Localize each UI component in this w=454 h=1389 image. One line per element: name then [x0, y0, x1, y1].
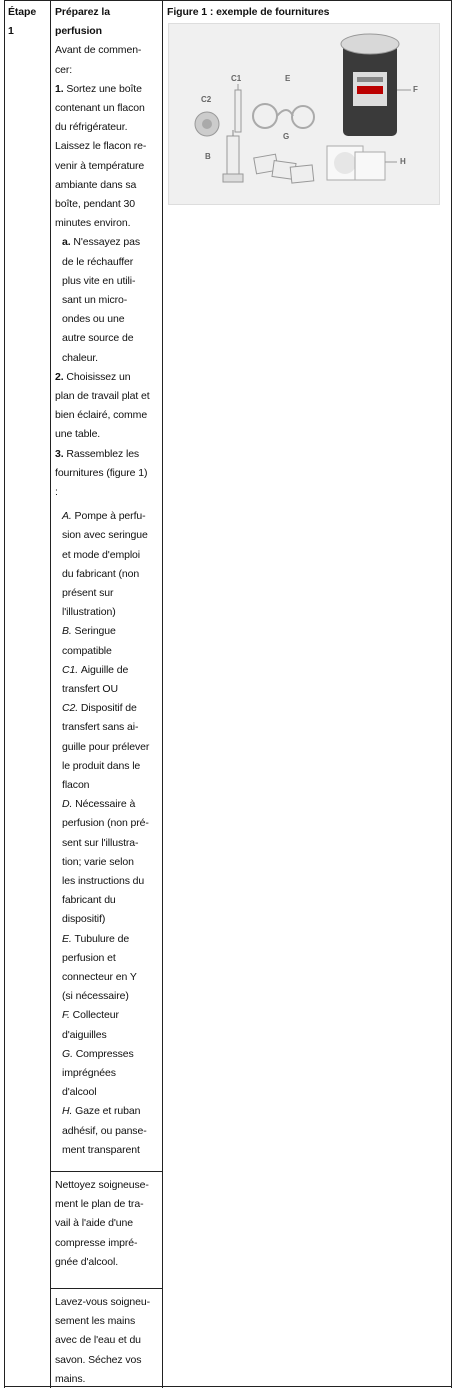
sharps-collector-image: [341, 34, 411, 136]
instruction-3: 3. Rassemblez les: [55, 447, 140, 460]
instruction-1: minutes environ.: [55, 217, 131, 230]
supply-item: G. Compresses: [62, 1047, 134, 1060]
supply-key: H.: [62, 1105, 76, 1118]
supplies-illustration: [169, 24, 439, 204]
row-divider-2: [50, 1288, 163, 1289]
supply-item: E. Tubulure de: [62, 932, 130, 945]
wash-instruction: savon. Séchez vos: [55, 1353, 142, 1366]
table-border-right: [451, 0, 452, 1388]
supply-item: les instructions du: [62, 875, 145, 887]
instruction-1: ambiante dans sa: [55, 178, 137, 191]
syringe-image: [223, 130, 243, 182]
supply-key: D.: [62, 798, 76, 811]
supply-key: F.: [62, 1009, 73, 1022]
supply-item: d'alcool: [62, 1086, 97, 1099]
instruction-1a: chaleur.: [62, 351, 98, 364]
clean-instruction: compresse impré-: [55, 1236, 138, 1249]
supply-key: G.: [62, 1047, 76, 1060]
instruction-1: venir à température: [55, 159, 145, 172]
instruction-1a: ondes ou une: [62, 313, 125, 326]
transfer-needle-image: [235, 84, 241, 132]
supply-item: C1. Aiguille de: [62, 663, 129, 676]
instruction-1: Laissez le flacon re-: [55, 140, 147, 153]
supply-key: E.: [62, 932, 75, 945]
supply-item: B. Seringue: [62, 625, 116, 638]
supply-key: B.: [62, 625, 75, 638]
item-marker: 1.: [55, 82, 67, 95]
col-divider-2: [162, 0, 163, 1388]
supply-item: transfert sans ai-: [62, 721, 139, 734]
clean-instruction: gnée d'alcool.: [55, 1255, 119, 1268]
instruction-1a: a. N'essayez pas: [62, 236, 141, 249]
instruction-3: :: [55, 486, 58, 498]
figure-label-f: F: [413, 85, 418, 94]
figure-label-c1: C1: [231, 74, 242, 83]
supply-item: sion avec seringue: [62, 529, 148, 542]
gauze-dressing-image: [327, 146, 397, 180]
supply-item: guille pour prélever: [62, 740, 150, 753]
section-title: Préparez la: [55, 6, 110, 18]
supply-item: flacon: [62, 779, 90, 791]
figure-label-g: G: [283, 132, 290, 141]
supply-item: sent sur l'illustra-: [62, 836, 139, 849]
figure-label-h: H: [400, 157, 406, 166]
table-border-top: [4, 0, 452, 1]
supply-item: perfusion (non pré-: [62, 817, 149, 830]
supply-item: F. Collecteur: [62, 1009, 119, 1022]
instruction-3: fournitures (figure 1): [55, 466, 148, 479]
instruction-1a: plus vite en utili-: [62, 274, 136, 287]
supply-item: compatible: [62, 644, 112, 657]
instruction-1: 1. Sortez une boîte: [55, 82, 142, 95]
instruction-1a: de le réchauffer: [62, 255, 134, 268]
supply-item: le produit dans le: [62, 759, 141, 772]
instruction-1: boîte, pendant 30: [55, 198, 136, 210]
figure-title: Figure 1 : exemple de fournitures: [167, 6, 330, 18]
intro-text: Avant de commen-: [55, 44, 142, 57]
supply-item: et mode d'emploi: [62, 548, 141, 561]
row-divider-1: [50, 1171, 163, 1172]
supply-key: A.: [62, 510, 75, 523]
wash-instruction: mains.: [55, 1372, 86, 1385]
supply-item: perfusion et: [62, 951, 116, 964]
instruction-1a: autre source de: [62, 332, 134, 345]
supply-item: présent sur: [62, 587, 114, 599]
supply-item: du fabricant (non: [62, 567, 140, 580]
supply-item: A. Pompe à perfu-: [62, 510, 146, 523]
needle-free-transfer-device-image: [195, 112, 219, 136]
supply-item: H. Gaze et ruban: [62, 1105, 141, 1118]
supply-key: C1.: [62, 663, 81, 676]
supply-item: (si nécessaire): [62, 990, 129, 1003]
supply-item: tion; varie selon: [62, 855, 134, 868]
item-marker: 2.: [55, 370, 67, 383]
section-title: perfusion: [55, 25, 102, 38]
supply-item: transfert OU: [62, 683, 118, 695]
alcohol-wipes-image: [254, 154, 314, 183]
instruction-1: contenant un flacon: [55, 102, 145, 114]
wash-instruction: sement les mains: [55, 1315, 136, 1328]
clean-instruction: vail à l'aide d'une: [55, 1217, 133, 1230]
intro-text: cer:: [55, 63, 73, 76]
step-number: 1: [8, 25, 14, 37]
supply-item: l'illustration): [62, 606, 116, 619]
table-border-left: [4, 0, 5, 1388]
clean-instruction: ment le plan de tra-: [55, 1198, 144, 1211]
instruction-1: du réfrigérateur.: [55, 121, 128, 134]
supply-item: dispositif): [62, 913, 106, 926]
supply-key: C2.: [62, 702, 81, 715]
supply-item: D. Nécessaire à: [62, 798, 136, 811]
figure-label-c2: C2: [201, 95, 212, 104]
infusion-tubing-image: [253, 104, 314, 128]
instruction-2: bien éclairé, comme: [55, 409, 148, 422]
step-label: Étape: [8, 6, 37, 18]
figure-label-b: B: [205, 152, 211, 161]
supply-item: C2. Dispositif de: [62, 702, 137, 715]
item-marker: 3.: [55, 447, 67, 460]
supply-item: adhésif, ou panse-: [62, 1124, 147, 1137]
wash-instruction: avec de l'eau et du: [55, 1334, 141, 1347]
instruction-2: 2. Choisissez un: [55, 370, 131, 383]
item-marker: a.: [62, 236, 74, 249]
supply-item: d'aiguilles: [62, 1028, 107, 1041]
supply-item: fabricant du: [62, 894, 116, 907]
supply-item: ment transparent: [62, 1143, 140, 1156]
instruction-2: plan de travail plat et: [55, 390, 150, 402]
col-divider-1: [50, 0, 51, 1388]
figure-label-e: E: [285, 74, 291, 83]
supply-item: connecteur en Y: [62, 971, 137, 983]
wash-instruction: Lavez-vous soigneu-: [55, 1296, 150, 1308]
clean-instruction: Nettoyez soigneuse-: [55, 1179, 149, 1191]
instruction-1a: sant un micro-: [62, 294, 128, 306]
instruction-2: une table.: [55, 428, 101, 441]
supplies-figure: [168, 23, 440, 205]
supply-item: imprégnées: [62, 1067, 116, 1079]
